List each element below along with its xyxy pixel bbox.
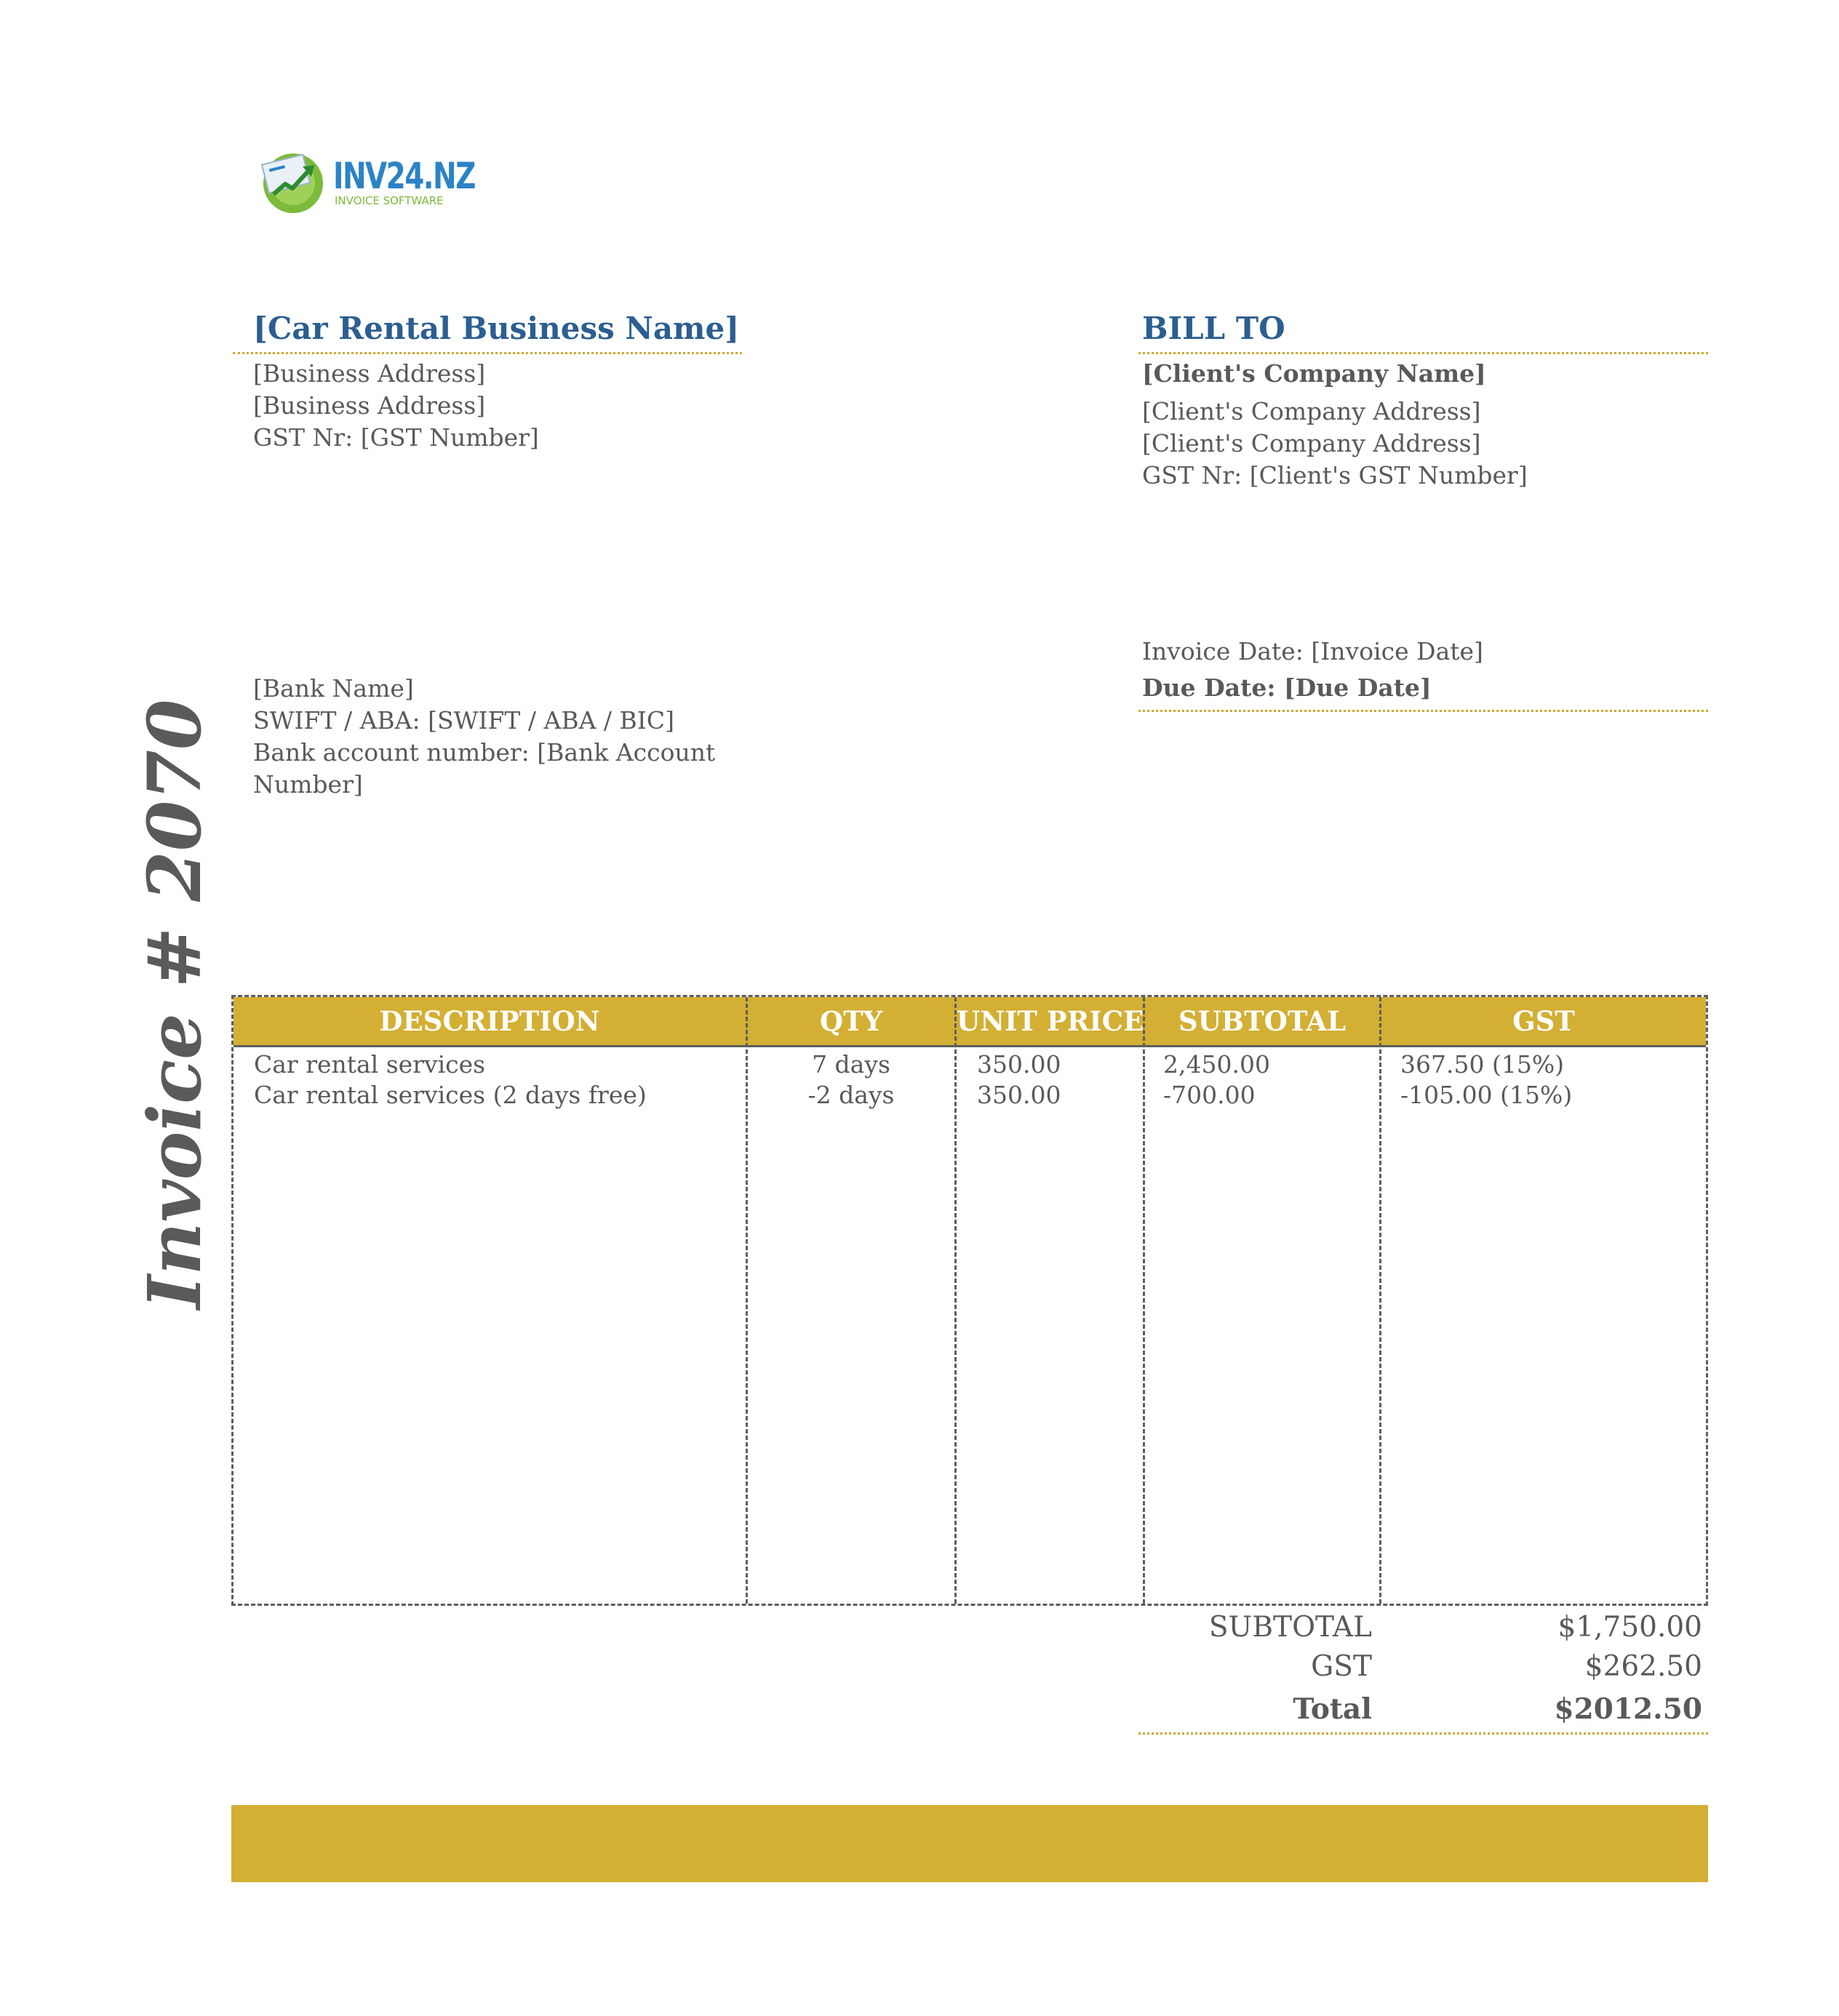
totals-divider	[1138, 1732, 1708, 1735]
row2-unit-price: 350.00	[977, 1081, 1061, 1109]
company-logo	[260, 149, 479, 215]
row1-unit-price: 350.00	[977, 1050, 1061, 1079]
bank-account-line-2: Number]	[253, 770, 363, 799]
bank-name: [Bank Name]	[253, 674, 414, 703]
due-date: Due Date: [Due Date]	[1142, 673, 1432, 702]
footer-bar	[231, 1805, 1708, 1882]
invoice-date: Invoice Date: [Invoice Date]	[1142, 637, 1483, 665]
row1-gst: 367.50 (15%)	[1400, 1050, 1565, 1079]
grand-total-value: $2012.50	[1554, 1692, 1702, 1726]
logo-tagline: INVOICE SOFTWARE	[335, 194, 444, 207]
dates-divider	[1138, 710, 1708, 712]
row1-subtotal: 2,450.00	[1163, 1050, 1270, 1079]
invoice-number: 2070	[132, 699, 218, 902]
column-separator	[1379, 997, 1381, 1604]
bill-to-divider	[1138, 352, 1708, 354]
line-items-table	[231, 995, 1708, 1606]
row1-qty: 7 days	[812, 1050, 890, 1079]
client-address-1: [Client's Company Address]	[1142, 397, 1481, 425]
subtotal-label: SUBTOTAL	[1208, 1611, 1372, 1644]
logo-icon	[260, 149, 333, 215]
invoice-label-prefix: Invoice #	[132, 927, 218, 1309]
logo-wordmark: INV24.NZ	[333, 155, 475, 197]
row2-qty: -2 days	[807, 1081, 895, 1109]
row1-description: Car rental services	[254, 1050, 486, 1079]
client-address-2: [Client's Company Address]	[1142, 429, 1481, 457]
business-name: [Car Rental Business Name]	[253, 311, 740, 346]
row2-gst: -105.00 (15%)	[1400, 1081, 1573, 1109]
table-header-row	[234, 997, 1706, 1047]
gst-total-value: $262.50	[1584, 1650, 1702, 1683]
client-gst: GST Nr: [Client's GST Number]	[1142, 461, 1528, 489]
business-gst: GST Nr: [GST Number]	[253, 423, 539, 452]
business-divider	[233, 352, 742, 354]
column-separator	[954, 997, 957, 1604]
client-company-name: [Client's Company Name]	[1142, 359, 1486, 388]
row2-description: Car rental services (2 days free)	[254, 1081, 647, 1109]
bill-to-heading: BILL TO	[1142, 311, 1285, 346]
bank-swift: SWIFT / ABA: [SWIFT / ABA / BIC]	[253, 706, 674, 735]
grand-total-label: Total	[1293, 1692, 1372, 1726]
header-subtotal: SUBTOTAL	[1178, 1005, 1347, 1037]
row2-subtotal: -700.00	[1163, 1081, 1256, 1109]
header-unit-price: UNIT PRICE	[957, 1005, 1144, 1037]
header-gst: GST	[1512, 1005, 1575, 1037]
bank-account-line-1: Bank account number: [Bank Account	[253, 738, 716, 767]
business-address-1: [Business Address]	[253, 359, 486, 388]
header-qty: QTY	[819, 1005, 883, 1037]
header-description: DESCRIPTION	[379, 1005, 600, 1037]
gst-total-label: GST	[1311, 1650, 1372, 1683]
invoice-number-label	[132, 691, 218, 1309]
column-separator	[1143, 997, 1145, 1604]
business-address-2: [Business Address]	[253, 391, 486, 420]
subtotal-value: $1,750.00	[1557, 1611, 1702, 1644]
